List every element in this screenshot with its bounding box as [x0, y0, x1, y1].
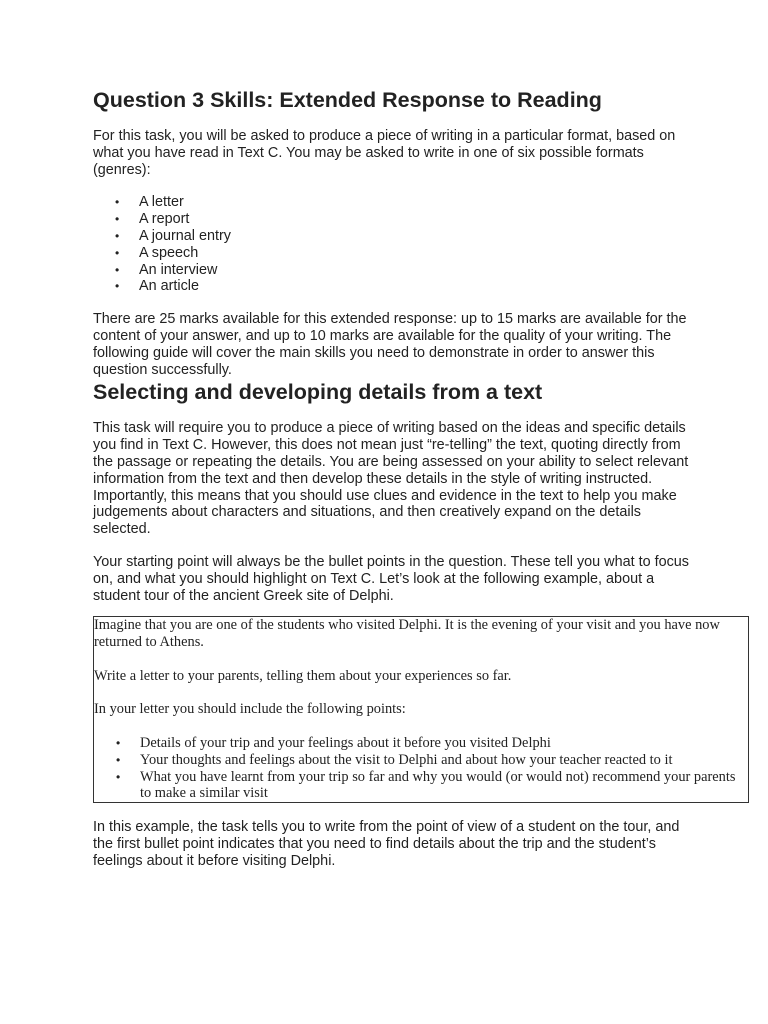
list-item: • A journal entry: [93, 228, 693, 245]
task-example-box: [93, 616, 749, 803]
task-points-list: [94, 735, 744, 802]
task-box-line-2: Write a letter to your parents, telling them about your experiences so far.: [94, 667, 512, 684]
list-item: • Your thoughts and feelings about the visit to Delphi and about how your teacher reacted to it: [94, 752, 744, 769]
list-item: • What you have learnt from your trip so far and why you would (or would not) recommend your parents to make a similar visit: [94, 769, 744, 803]
document-page: [93, 86, 736, 869]
section-paragraph-1: This task will require you to produce a piece of writing based on the ideas and specific details you find in Text C. However, this does not mean just “re-telling” the text, quoting directly from the passage or repeating the details. You are being assessed on your ability to select relevant information from the text and then develop these details in the style of writing instructed. Importantly, this means that you should use clues and evidence in the text to help you make judgements about characters and situations, and then creatively expand on the details selected.: [93, 420, 689, 538]
list-item: • A speech: [93, 245, 693, 262]
page-title: Question 3 Skills: Extended Response to Reading: [93, 88, 602, 112]
section-heading: Selecting and developing details from a text: [93, 380, 543, 405]
list-item: • A report: [93, 211, 693, 228]
task-box-line-3: In your letter you should include the following points:: [94, 701, 406, 718]
task-box-line-1: Imagine that you are one of the students who visited Delphi. It is the evening of your visit and you have now returned to Athens.: [94, 617, 720, 651]
list-item: • An article: [93, 278, 693, 295]
list-item: • An interview: [93, 262, 693, 279]
closing-paragraph: In this example, the task tells you to write from the point of view of a student on the tour, and the first bullet point indicates that you need to find details about the trip and the student’s feelings about it before visiting Delphi.: [93, 819, 680, 869]
list-item: • Details of your trip and your feelings about it before you visited Delphi: [94, 735, 744, 752]
intro-paragraph: For this task, you will be asked to produce a piece of writing in a particular format, based on what you have read in Text C. You may be asked to write in one of six possible formats (genres):: [93, 128, 676, 178]
formats-list: [93, 194, 693, 295]
marks-paragraph: There are 25 marks available for this extended response: up to 15 marks are available for the content of your answer, and up to 10 marks are available for the quality of your writing. The following guide will cover the main skills you need to demonstrate in order to answer this question successfully.: [93, 311, 687, 378]
list-item: • A letter: [93, 194, 693, 211]
section-paragraph-2: Your starting point will always be the bullet points in the question. These tell you what to focus on, and what you should highlight on Text C. Let’s look at the following example, about a student tour of the ancient Greek site of Delphi.: [93, 553, 689, 604]
